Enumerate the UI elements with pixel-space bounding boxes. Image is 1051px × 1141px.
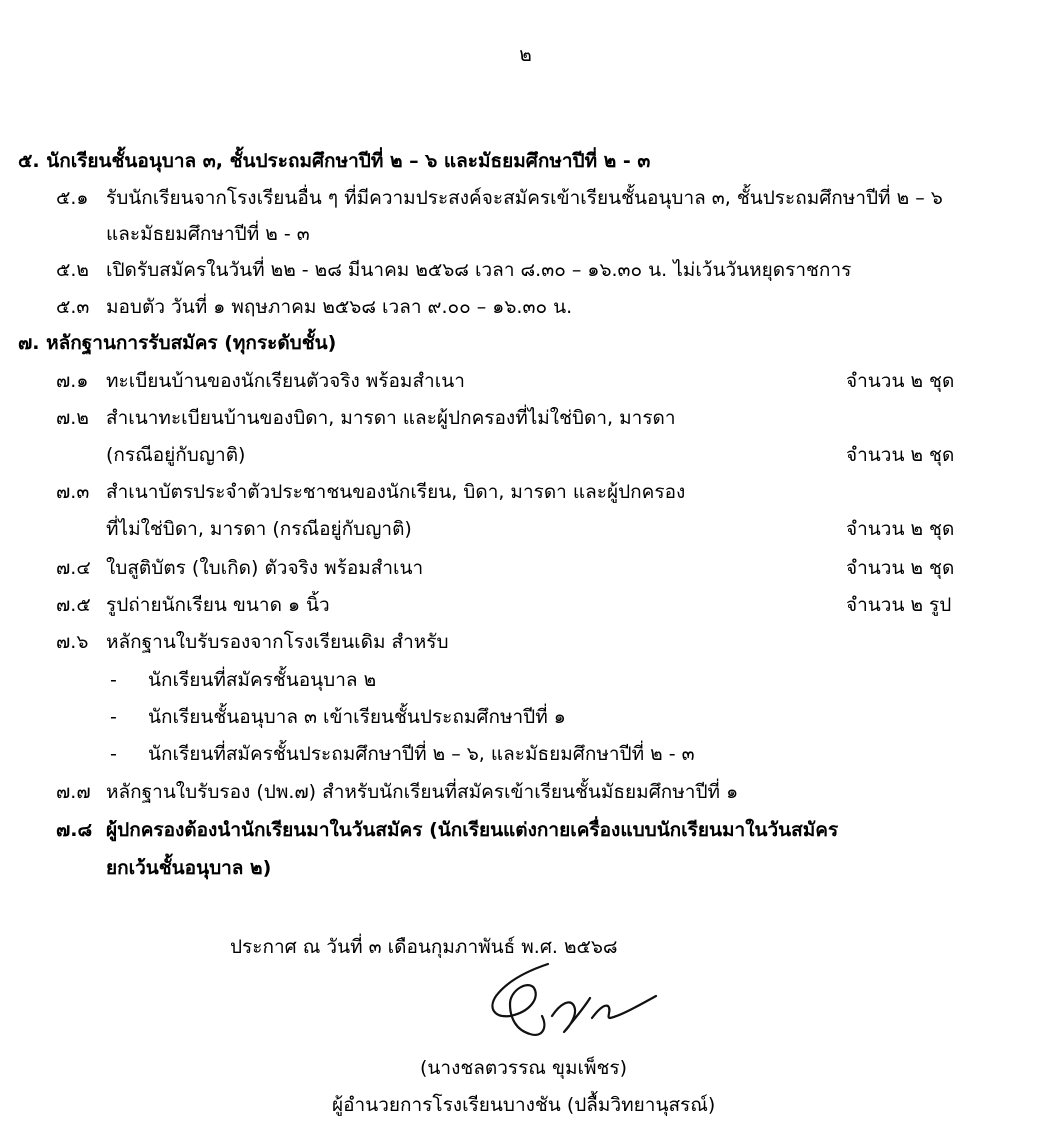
bullet-dash: -	[110, 669, 117, 691]
item-7-1-quantity: จำนวน ๒ ชุด	[846, 370, 955, 392]
item-7-3-text: สำเนาบัตรประจำตัวประชาชนของนักเรียน, บิดา, มารดา และผู้ปกครอง	[106, 481, 686, 503]
item-5-2-number: ๕.๒	[56, 259, 89, 281]
item-7-6-text: หลักฐานใบรับรองจากโรงเรียนเดิม สำหรับ	[106, 631, 449, 653]
item-7-7-number: ๗.๗	[56, 781, 91, 803]
announcement-date: ประกาศ ณ วันที่ ๓ เดือนกุมภาพันธ์ พ.ศ. ๒๕๖๘	[230, 936, 618, 958]
bullet-dash: -	[110, 706, 117, 728]
item-7-3-text-cont: ที่ไม่ใช่บิดา, มารดา (กรณีอยู่กับญาติ)	[106, 518, 412, 540]
section-5-title: ๕. นักเรียนชั้นอนุบาล ๓, ชั้นประถมศึกษาปีที่ ๒ – ๖ และมัธยมศึกษาปีที่ ๒ - ๓	[18, 150, 651, 172]
item-7-6-bullet-2: นักเรียนชั้นอนุบาล ๓ เข้าเรียนชั้นประถมศึกษาปีที่ ๑	[148, 706, 566, 728]
item-7-6-bullet-3: นักเรียนที่สมัครชั้นประถมศึกษาปีที่ ๒ – ๖, และมัธยมศึกษาปีที่ ๒ - ๓	[148, 743, 695, 765]
item-7-4-quantity: จำนวน ๒ ชุด	[846, 557, 955, 579]
item-5-1-text: รับนักเรียนจากโรงเรียนอื่น ๆ ที่มีความประสงค์จะสมัครเข้าเรียนชั้นอนุบาล ๓, ชั้นประถมศึกษาปีที่ ๒ – ๖	[106, 187, 943, 209]
item-7-8-number: ๗.๘	[56, 819, 93, 841]
item-7-5-number: ๗.๕	[56, 594, 91, 616]
item-7-6-bullet-1: นักเรียนที่สมัครชั้นอนุบาล ๒	[148, 669, 377, 691]
item-5-3-number: ๕.๓	[56, 296, 90, 318]
item-7-8-text-cont: ยกเว้นชั้นอนุบาล ๒)	[106, 857, 272, 879]
item-7-2-text-cont: (กรณีอยู่กับญาติ)	[106, 444, 246, 466]
item-5-3-text: มอบตัว วันที่ ๑ พฤษภาคม ๒๕๖๘ เวลา ๙.๐๐ – ๑๖.๓๐ น.	[106, 296, 573, 318]
handwritten-signature	[480, 960, 680, 1055]
item-7-5-text: รูปถ่ายนักเรียน ขนาด ๑ นิ้ว	[106, 594, 330, 616]
page-number: ๒	[519, 44, 532, 66]
item-7-4-number: ๗.๔	[56, 557, 91, 579]
item-7-4-text: ใบสูติบัตร (ใบเกิด) ตัวจริง พร้อมสำเนา	[106, 557, 424, 579]
item-5-1-text-cont: และมัธยมศึกษาปีที่ ๒ - ๓	[106, 223, 310, 245]
bullet-dash: -	[110, 743, 117, 765]
item-7-2-quantity: จำนวน ๒ ชุด	[846, 444, 955, 466]
section-7-title: ๗. หลักฐานการรับสมัคร (ทุกระดับชั้น)	[18, 332, 337, 354]
item-7-7-text: หลักฐานใบรับรอง (ปพ.๗) สำหรับนักเรียนที่สมัครเข้าเรียนชั้นมัธยมศึกษาปีที่ ๑	[106, 781, 739, 803]
item-5-1-number: ๕.๑	[56, 187, 89, 209]
signatory-position: ผู้อำนวยการโรงเรียนบางชัน (ปลื้มวิทยานุสรณ์)	[332, 1094, 716, 1116]
item-7-1-text: ทะเบียนบ้านของนักเรียนตัวจริง พร้อมสำเนา	[106, 370, 465, 392]
item-7-2-text: สำเนาทะเบียนบ้านของบิดา, มารดา และผู้ปกครองที่ไม่ใช่บิดา, มารดา	[106, 407, 676, 429]
signatory-name: (นางชลตวรรณ ขุมเพ็ชร)	[420, 1057, 628, 1079]
item-7-5-quantity: จำนวน ๒ รูป	[846, 594, 952, 616]
item-7-3-quantity: จำนวน ๒ ชุด	[846, 518, 955, 540]
item-7-2-number: ๗.๒	[56, 407, 89, 429]
item-7-3-number: ๗.๓	[56, 481, 90, 503]
item-7-1-number: ๗.๑	[56, 370, 89, 392]
item-5-2-text: เปิดรับสมัครในวันที่ ๒๒ - ๒๘ มีนาคม ๒๕๖๘ เวลา ๘.๓๐ – ๑๖.๓๐ น. ไม่เว้นวันหยุดราชการ	[106, 259, 852, 281]
item-7-8-text: ผู้ปกครองต้องนำนักเรียนมาในวันสมัคร (นักเรียนแต่งกายเครื่องแบบนักเรียนมาในวันสมัคร	[106, 819, 839, 841]
item-7-6-number: ๗.๖	[56, 631, 89, 653]
